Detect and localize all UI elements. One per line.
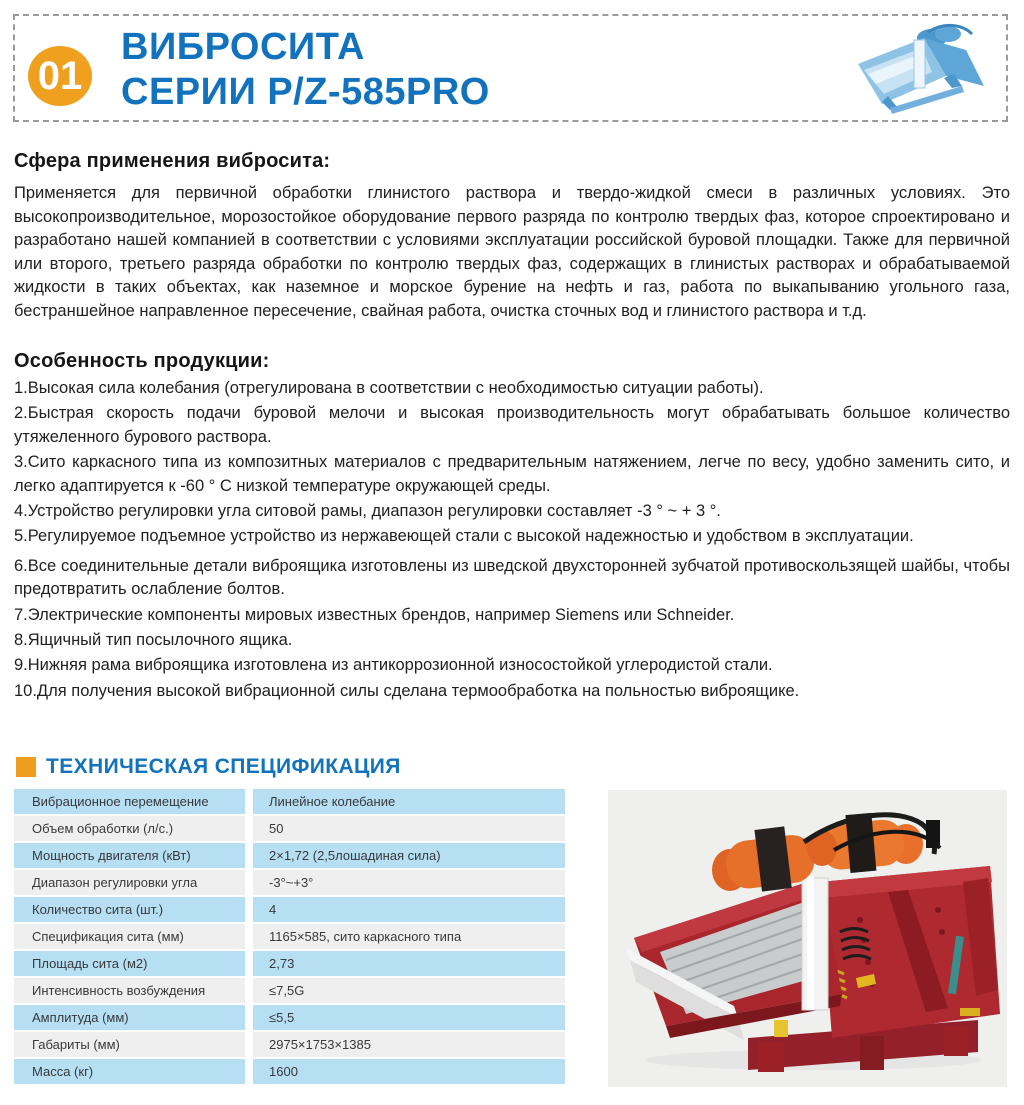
- spec-label: Масса (кг): [14, 1059, 245, 1084]
- page-title-line1: ВИБРОСИТА: [121, 26, 365, 68]
- feature-item: 3.Сито каркасного типа из композитных материалов с предварительным натяжением, легче по весу, удобно заменить сито, и легко адаптируется к -60 ° С низкой температуре окружающей среды.: [14, 453, 1010, 495]
- table-row: [14, 978, 565, 1003]
- spec-label: Мощность двигателя (кВт): [14, 843, 245, 868]
- spec-value: 1600: [253, 1059, 565, 1084]
- section-number-badge: [28, 46, 92, 106]
- feature-item: 1.Высокая сила колебания (отрегулирована в соответствии с необходимостью ситуации работы).: [14, 379, 764, 397]
- section-number: 01: [37, 53, 83, 98]
- table-row: [14, 924, 565, 949]
- feature-item: 7.Электрические компоненты мировых известных брендов, например Siemens или Schneider.: [14, 605, 735, 624]
- spec-heading-text: ТЕХНИЧЕСКАЯ СПЕЦИФИКАЦИЯ: [46, 755, 401, 778]
- page-title: [121, 25, 490, 115]
- spec-value: 4: [253, 897, 565, 922]
- spec-label: Площадь сита (м2): [14, 951, 245, 976]
- spec-value: -3°~+3°: [253, 870, 565, 895]
- spec-value: 2×1,72 (2,5лошадиная сила): [253, 843, 565, 868]
- table-row: [14, 897, 565, 922]
- feature-item: 2.Быстрая скорость подачи буровой мелочи и высокая производительность могут обрабатывать большое количество утяжеленного бурового раствора.: [14, 404, 1010, 446]
- product-photo: [608, 790, 1007, 1087]
- table-row: [14, 1059, 565, 1084]
- application-paragraph: Применяется для первичной обработки глинистого раствора и твердо-жидкой смеси в различных условиях. Это высокопроизводительное, морозостойкое оборудование первого разряда по контролю твердых фаз, которое спроектировано и разработано нашей компанией в соответствии с условиями эксплуатации российской буровой площадки. Также для первичной или второго, третьего разряда обработки по контролю твердых фаз, содержащих в глинистых растворах и обрабатываемой жидкости в таких объектах, как наземное и морское бурение на нефть и газ, работа по выкапыванию угольного газа, бестраншейное направленное пересечение, свайная работа, очистка сточных вод и глинистого раствора и т.д.: [14, 184, 1010, 320]
- feature-item: 8.Ящичный тип посылочного ящика.: [14, 631, 293, 650]
- feature-item: 4.Устройство регулировки угла ситовой рамы, диапазон регулировки составляет -3 ° ~ + 3 °.: [14, 502, 721, 521]
- table-row: [14, 1032, 565, 1057]
- spec-value: ≤7,5G: [253, 978, 565, 1003]
- table-row: [14, 1005, 565, 1030]
- page-title-line2: СЕРИИ P/Z-585PRO: [121, 71, 490, 113]
- spec-label: Объем обработки (л/с.): [14, 816, 245, 841]
- feature-item: 5.Регулируемое подъемное устройство из нержавеющей стали с высокой надежностью и удобством в эксплуатации.: [14, 527, 914, 546]
- application-heading: Сфера применения вибросита:: [14, 150, 331, 172]
- spec-label: Диапазон регулировки угла: [14, 870, 245, 895]
- table-row: [14, 816, 565, 841]
- feature-item: 10.Для получения высокой вибрационной силы сделана термообработка на польностью виброящике.: [14, 681, 800, 700]
- spec-value: 2,73: [253, 951, 565, 976]
- spec-value: 50: [253, 816, 565, 841]
- spec-table: [14, 789, 565, 1086]
- feature-item: 6.Все соединительные детали виброящика изготовлены из шведской двухсторонней зубчатой противоскользящей шайбы, чтобы предотвратить ослабление болтов.: [14, 556, 1010, 599]
- spec-label: Спецификация сита (мм): [14, 924, 245, 949]
- table-row: [14, 789, 565, 814]
- orange-bullet-icon: [16, 757, 36, 777]
- spec-label: Вибрационное перемещение: [14, 789, 245, 814]
- features-list: [14, 377, 1010, 705]
- features-heading: Особенность продукции:: [14, 350, 270, 372]
- spec-label: Амплитуда (мм): [14, 1005, 245, 1030]
- spec-value: Линейное колебание: [253, 789, 565, 814]
- spec-label: Интенсивность возбуждения: [14, 978, 245, 1003]
- spec-label: Количество сита (шт.): [14, 897, 245, 922]
- spec-value: ≤5,5: [253, 1005, 565, 1030]
- spec-value: 1165×585, сито каркасного типа: [253, 924, 565, 949]
- table-row: [14, 870, 565, 895]
- spec-label: Габариты (мм): [14, 1032, 245, 1057]
- table-row: [14, 951, 565, 976]
- feature-item: 9.Нижняя рама виброящика изготовлена из антикоррозионной износостойкой углеродистой стали.: [14, 656, 773, 675]
- header-banner: [13, 14, 1008, 122]
- table-row: [14, 843, 565, 868]
- spec-value: 2975×1753×1385: [253, 1032, 565, 1057]
- spec-section-heading: [16, 755, 401, 779]
- vibrating-screen-thumbnail-icon: [844, 22, 994, 119]
